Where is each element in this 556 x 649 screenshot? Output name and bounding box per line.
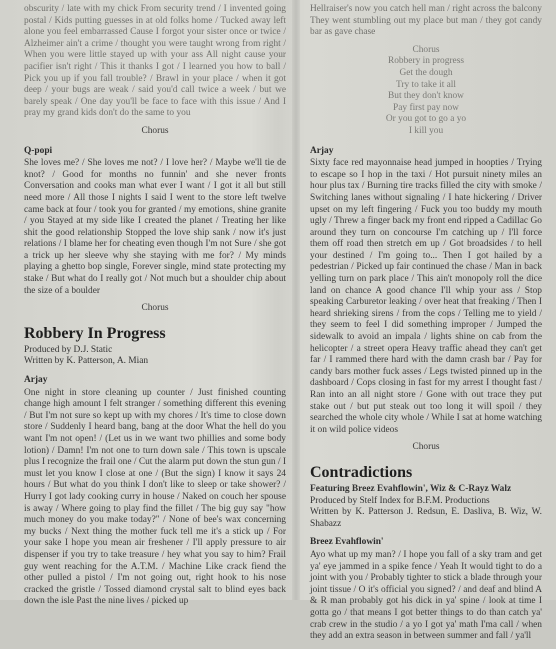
verse-text: She loves me? / She loves me not? / I love her? / Maybe we'll tie de knot? / Good for months no funnin' and she never fronts Conversation and cooks man what ever I want / I got it all but still need more / All those I nights I said I went to the store left twelve came back at four / took you for granted / my emotions, shine granite / you Stayed at my side like I created the planet / Treating her like shit the good relationship Stopped the love ship sank / now it's just relations / I blame her for cheating even though I'm not Sure / she got a trick up her sleeve why she staying with me for? / My minds playing a ghetto bop single, Forever single, mind state protecting my stake / But what do I really got / Not much but a shoulder chip about the size of a boulder bbox=[24, 158, 286, 296]
chorus-label: Chorus bbox=[141, 303, 169, 314]
chorus-line: Get the dough bbox=[399, 67, 453, 78]
right-column bbox=[310, 4, 542, 649]
verse-text: Ayo what up my man? / I hope you fall of a sky tram and get ya' eye jammed in a spike fence / Yeah It would tight to do a joint with you / Probably tighter to stick a blade through your joint tissue / O it's official you signed? / and deaf and blind A & R man probably got his dick in ya' spine / look at time I gotta go / that means I got better things to do than catch ya' crab crew in the studio / a yo I got ya' math I'ma call / when they add an extra season in between summer and fall / ya'll bbox=[310, 549, 542, 642]
producer-credit: Produced by Stelf Index for B.F.M. Productions bbox=[310, 495, 490, 506]
chorus-line: Robbery in progress bbox=[387, 56, 465, 67]
chorus-line: Or you got to go a yo bbox=[385, 114, 467, 125]
featuring-credit: Featuring Breez Evahflowin', Wiz & C-Rayz Walz bbox=[310, 483, 512, 494]
verse-text: Sixty face red mayonnaise head jumped in hoopties / Trying to escape so I hop in the taxi / Hot pursuit ninety miles an hour plus tax / Burning tire tracks filled the city with smoke / Switching lanes without signaling / I hate hickering / Driver upset on my left fingering / Fuck you too buddy my mouth ugly / Threw a finger back my front end ripped a Cadillac Go around they turn on concourse I'm catching up / I'll force them off road then stretch em up / Got broadsides / to hell your destined / I'm going to... Then I got hailed by a pedestrian / Picked up fair continued the chase / Man in back yelling turn on park place / This ain't monopoly roll the dice land on chance A good chance I'll whip your ass / Stop speaking Carburetor leaking / over heat that freaking / Then I heard shrieking sirens / from the cops / Telling me to yield / they seem to feel I did something improper / Jumped the sidewalk to avoid an impala / lights shine on cab from the helicopter / a street opera Heavy traffic ahead they can't get far / I rammed there hard with the damn crash bar / Pay for candy bars mother fuck asses / Legs twisted pinned up in the dashboard / Cops closing in fast for my arrest I thought fast / Ran into an all night store / Gone with out trace they put stake out / but put steak out too long it will spoil / they searched the whole city whole / While I sat at home watching it on wild police videos bbox=[310, 158, 542, 435]
producer-credit: Produced by D.J. Static bbox=[24, 344, 113, 355]
verse-text-continued: Hellraiser's now you catch hell man / right across the balcony They went stumbling out my place but man / they got candy bar as gave chase bbox=[310, 4, 542, 38]
verse-artist-name: Arjay bbox=[24, 375, 48, 386]
intro-verse-text: obscurity / late with my chick From security trend / I invented going postal / Kids putting guesses in at old folks home / Tucked away left alone you feel embarrassed Cause I forgot your sister once or twice / Alzheimer ain't a crime / thought you were taught wrong from right / When you were little stayed up with your ass All night cause your pacifier isn't right / This it thanks I got / I learned you how to ball / Pick you up if you fall trouble? / Brawl in your place / when it got deep / your bugs are weak / said you'd call twice a week / but we barely speak / One day you'll be face to face with this issue / And I pray my grand kids don't do the same to you bbox=[24, 4, 286, 119]
song-title: Contradictions bbox=[310, 463, 413, 481]
chorus-line: Pay first pay now bbox=[393, 102, 459, 113]
verse-artist-name: Q-popi bbox=[24, 145, 53, 156]
writer-credit: Written by K. Patterson J. Redsun, E. Dasliva, B. Wiz, W. Shabazz bbox=[310, 507, 542, 529]
verse-artist-name: Arjay bbox=[310, 145, 334, 156]
chorus-line: But they don't know bbox=[388, 91, 464, 102]
chorus-line: Try to take it all bbox=[395, 79, 457, 90]
song-title: Robbery In Progress bbox=[24, 324, 166, 342]
verse-text: One night in store cleaning up counter / Just finished counting change high amount I felt stranger / something different this evening / But I'm not sure so kept up with my chores / It's time to close down store / Suddenly I heard bang, bang at the door What the hell do you want I'm not open! / (Let us in we want two phillies and some body lotion) / Damn! I'm not one to turn down sale / This town is upscale plus I recognize the frail one / Cut the alarm put down the stun gun / I must let you know I close at one / (But the sign) I know it says 24 hours / But what do you think I don't like to sleep or take shower? / Hurry I got lady cooking curry in house / Naked on couch her spouse is away / Where going to play find the fillet / The big guy say "how much money do you make today?" / None of bee's wax concerning my bucks / Next thing the mother fuck tell me it's a stick up / For your sake I hope you mean air freshener / I'll apply pressure to air dispenser if you try to take treasure / hey what you say to him? Frail guy went reaching for the A.T.M. / Machine Like crack fiend the other pulled a pistol / I'm not going out, right hook to his nose cracked the gristle / Tossed diamond crystal salt to blind eyes back down the isle Past the nine lives / picked up bbox=[24, 387, 286, 607]
chorus-label: Chorus bbox=[412, 442, 440, 453]
writer-credit: Written by K. Patterson, A. Mian bbox=[24, 356, 149, 367]
page-gutter bbox=[292, 0, 300, 600]
chorus-line: I kill you bbox=[408, 125, 444, 136]
chorus-label: Chorus bbox=[141, 125, 169, 136]
left-column bbox=[24, 4, 286, 614]
chorus-line: Chorus bbox=[412, 44, 440, 55]
chorus-block bbox=[310, 45, 542, 138]
verse-artist-name: Breez Evahflowin' bbox=[310, 537, 384, 548]
